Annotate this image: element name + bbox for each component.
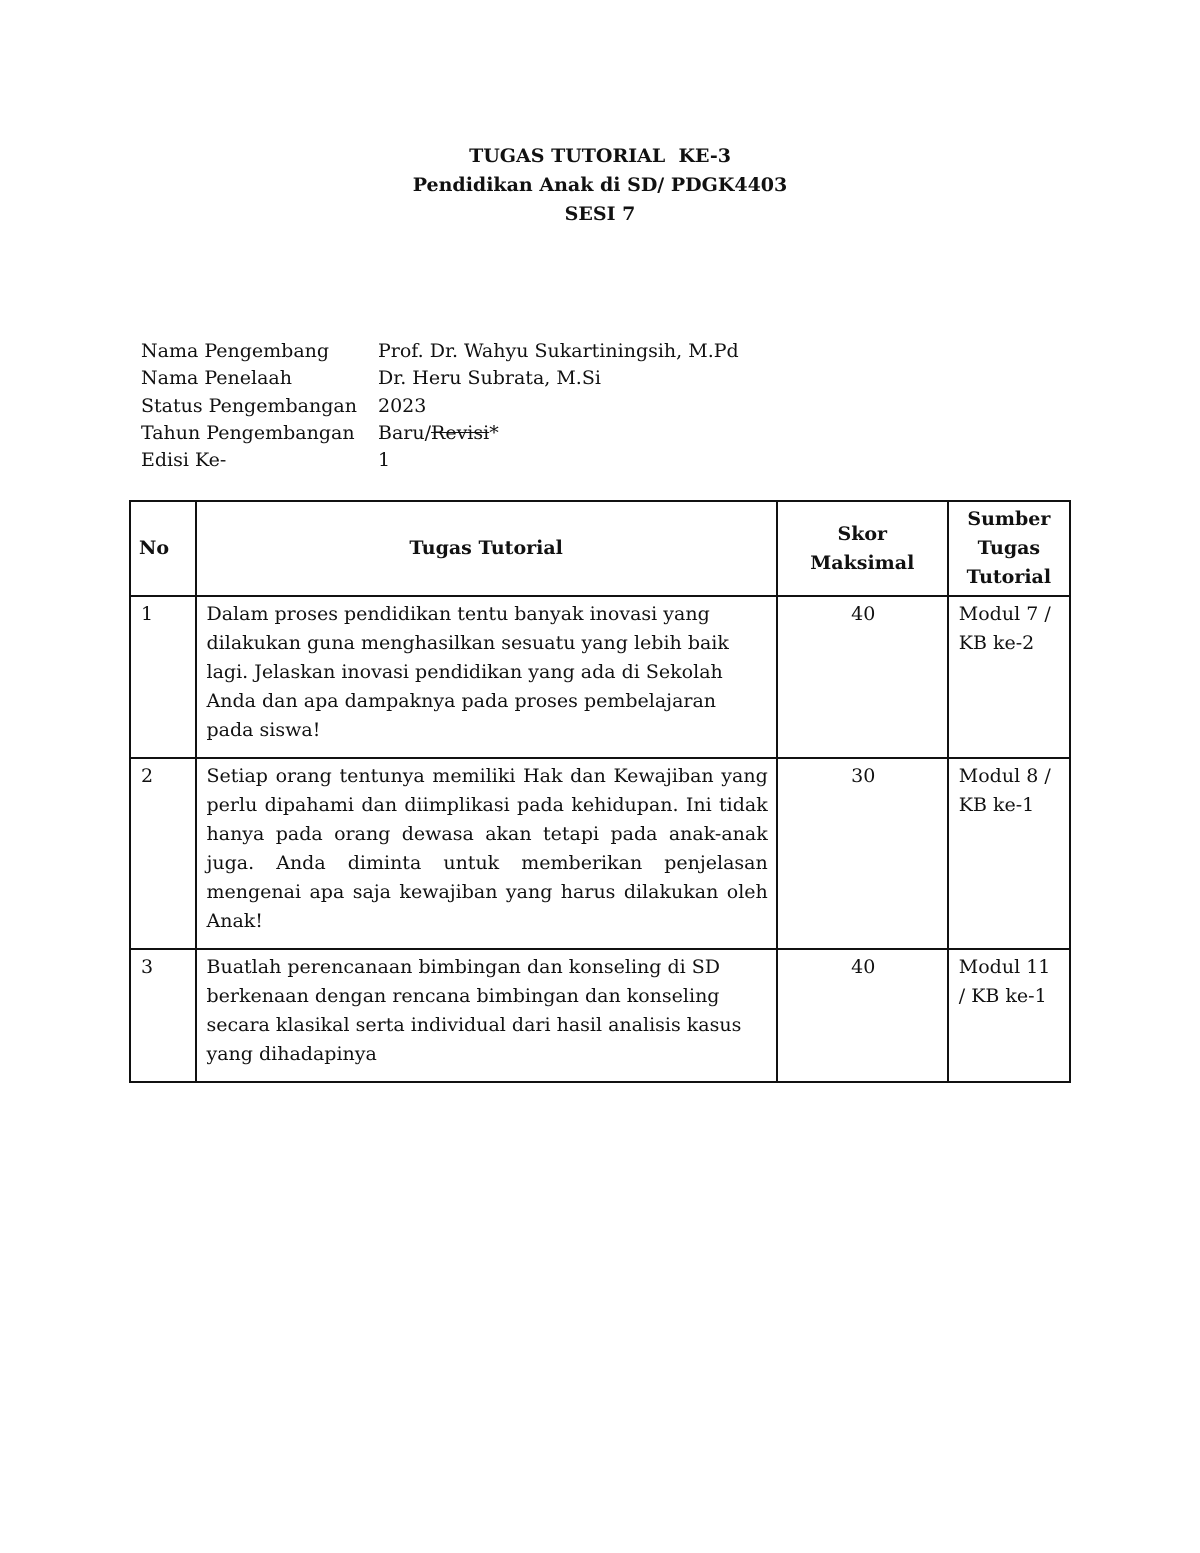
header-task: Tugas Tutorial <box>196 501 777 596</box>
session-label: SESI 7 <box>564 203 636 225</box>
meta-value: Dr. Heru Subrata, M.Si <box>378 367 601 390</box>
meta-label: Nama Penelaah <box>141 367 292 390</box>
document-title: TUGAS TUTORIAL KE-3 <box>469 145 731 167</box>
cell-score: 40 <box>777 949 948 1082</box>
cell-no: 2 <box>130 758 196 949</box>
cell-score: 30 <box>777 758 948 949</box>
meta-row <box>141 393 739 420</box>
meta-value: Prof. Dr. Wahyu Sukartiningsih, M.Pd <box>378 340 739 362</box>
table-row <box>130 758 1070 949</box>
meta-value-struck: Revisi <box>431 421 490 444</box>
meta-label: Tahun Pengembangan <box>141 421 355 444</box>
meta-value-suffix: * <box>489 421 499 444</box>
cell-no: 1 <box>130 596 196 758</box>
meta-value <box>378 420 499 447</box>
cell-task: Buatlah perencanaan bimbingan dan konseling di SD berkenaan dengan rencana bimbingan dan konseling secara klasikal serta individual dari hasil analisis kasus yang dihadapinya <box>196 949 777 1082</box>
tutorial-task-table <box>129 500 1071 1083</box>
meta-label: Status Pengembangan <box>141 394 357 417</box>
table-header-row <box>130 501 1070 596</box>
meta-row <box>141 447 739 474</box>
cell-source: Modul 11 / KB ke-1 <box>948 949 1070 1082</box>
cell-task: Setiap orang tentunya memiliki Hak dan Kewajiban yang perlu dipahami dan diimplikasi pada kehidupan. Ini tidak hanya pada orang dewasa akan tetapi pada anak-anak juga. Anda diminta untuk memberikan penjelasan mengenai apa saja kewajiban yang harus dilakukan oleh Anak! <box>196 758 777 949</box>
meta-value-plain: Baru/ <box>378 421 432 444</box>
metadata-block <box>141 338 739 474</box>
table-row <box>130 596 1070 758</box>
cell-score: 40 <box>777 596 948 758</box>
meta-row <box>141 338 739 365</box>
header-source: Sumber Tugas Tutorial <box>948 501 1070 596</box>
meta-label: Edisi Ke- <box>141 449 227 472</box>
meta-row <box>141 365 739 392</box>
course-name: Pendidikan Anak di SD/ PDGK4403 <box>412 174 788 196</box>
meta-value: 2023 <box>378 394 427 417</box>
cell-no: 3 <box>130 949 196 1082</box>
meta-row <box>141 420 739 447</box>
cell-source: Modul 7 / KB ke-2 <box>948 596 1070 758</box>
meta-value: 1 <box>378 449 391 472</box>
document-header <box>0 142 1200 229</box>
cell-source: Modul 8 / KB ke-1 <box>948 758 1070 949</box>
header-score: Skor Maksimal <box>777 501 948 596</box>
table-row <box>130 949 1070 1082</box>
meta-label: Nama Pengembang <box>141 340 330 362</box>
header-no: No <box>130 501 196 596</box>
cell-task: Dalam proses pendidikan tentu banyak inovasi yang dilakukan guna menghasilkan sesuatu yang lebih baik lagi. Jelaskan inovasi pendidikan yang ada di Sekolah Anda dan apa dampaknya pada proses pembelajaran pada siswa! <box>196 596 777 758</box>
